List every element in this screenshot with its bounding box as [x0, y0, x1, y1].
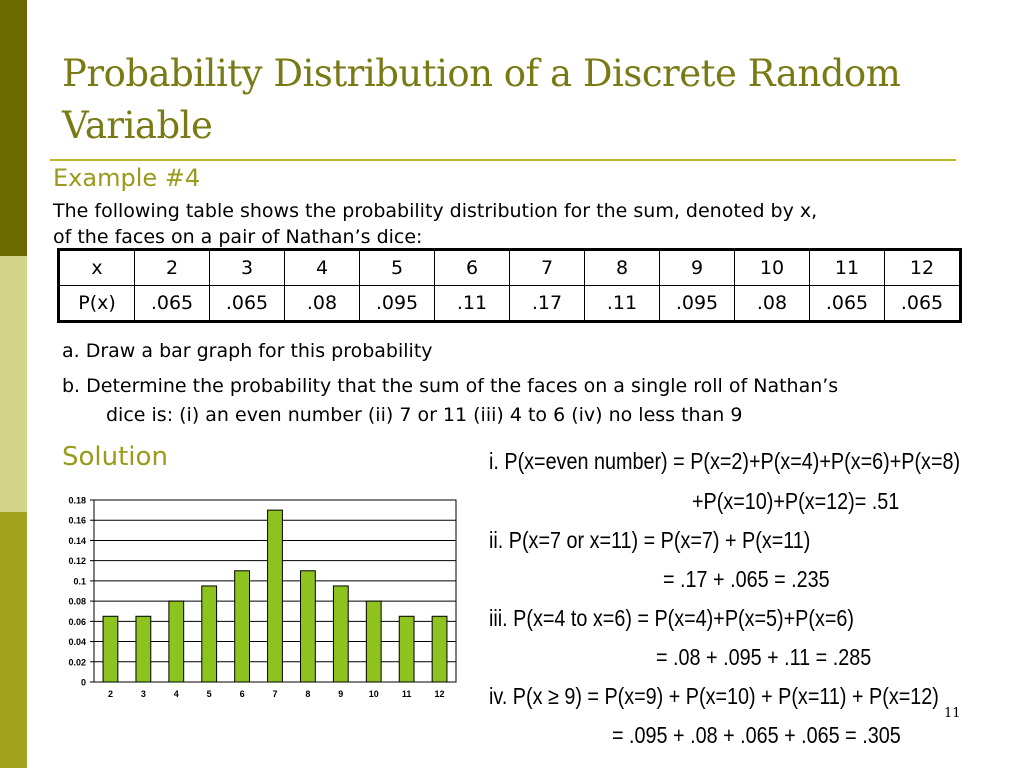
table-cell: 5	[360, 250, 435, 286]
calc-line-7: iv. P(x ≥ 9) = P(x=9) + P(x=10) + P(x=11) + P(x=12)	[489, 683, 939, 709]
title-divider	[50, 159, 956, 161]
bar	[399, 616, 414, 682]
table-cell: .065	[810, 286, 885, 322]
example-label: Example #4	[53, 164, 201, 192]
question-b	[62, 372, 1022, 430]
question-a: a. Draw a bar graph for this probability	[62, 340, 433, 362]
x-tick-label: 5	[206, 689, 212, 699]
y-tick-label: 0.06	[68, 616, 86, 627]
x-tick-label: 6	[239, 689, 245, 699]
slide-title: Probability Distribution of a Discrete Random Variable	[62, 52, 901, 147]
calc-line-2: +P(x=10)+P(x=12)= .51	[692, 488, 900, 514]
bar	[103, 616, 118, 682]
table-cell: 2	[135, 250, 210, 286]
y-tick-label: 0.12	[68, 556, 86, 567]
table-cell: .065	[135, 286, 210, 322]
distribution-table	[57, 248, 962, 323]
intro-line-1: The following table shows the probability distribution for the sum, denoted by x,	[53, 200, 818, 222]
table-cell: x	[59, 250, 135, 286]
table-cell: 6	[435, 250, 510, 286]
table-cell: 10	[735, 250, 810, 286]
x-tick-label: 2	[107, 689, 113, 699]
x-tick-label: 9	[338, 689, 344, 699]
table-cell: 8	[585, 250, 660, 286]
table-row-x	[59, 250, 961, 286]
bar	[136, 616, 151, 682]
question-b-line-1: b. Determine the probability that the sum of the faces on a single roll of Nathan’s	[62, 375, 839, 397]
table-row-px	[59, 286, 961, 322]
bar	[169, 601, 184, 682]
x-tick-label: 7	[272, 689, 278, 699]
bar	[366, 601, 381, 682]
table-cell: .17	[510, 286, 585, 322]
x-tick-label: 11	[401, 689, 412, 699]
bar	[202, 586, 217, 682]
y-tick-label: 0.1	[73, 576, 86, 587]
table-cell: .08	[735, 286, 810, 322]
intro-line-2: of the faces on a pair of Nathan’s dice:	[53, 226, 423, 248]
y-tick-label: 0.08	[68, 596, 86, 607]
x-tick-label: 12	[434, 689, 445, 699]
table-cell: 11	[810, 250, 885, 286]
table-cell: 12	[885, 250, 961, 286]
table-cell: .095	[660, 286, 735, 322]
bar-chart	[48, 488, 468, 710]
bar	[301, 571, 316, 682]
left-bar-middle	[0, 256, 27, 512]
bar	[432, 616, 447, 682]
x-tick-label: 10	[368, 689, 379, 699]
table-cell: .08	[285, 286, 360, 322]
bar	[235, 571, 250, 682]
table-cell: 7	[510, 250, 585, 286]
bar	[268, 510, 283, 682]
table-cell: .11	[435, 286, 510, 322]
table-cell: .065	[210, 286, 285, 322]
y-tick-label: 0	[80, 677, 86, 688]
calc-line-3: ii. P(x=7 or x=11) = P(x=7) + P(x=11)	[489, 527, 811, 553]
table-cell: P(x)	[59, 286, 135, 322]
x-tick-label: 8	[305, 689, 311, 699]
page-number: 11	[944, 706, 961, 721]
x-tick-label: 4	[173, 689, 179, 699]
y-tick-label: 0.18	[68, 495, 86, 506]
calc-line-4: = .17 + .065 = .235	[663, 566, 830, 592]
calc-line-1: i. P(x=even number) = P(x=2)+P(x=4)+P(x=6)+P(x=8)	[489, 448, 961, 474]
left-bar-top	[0, 0, 27, 256]
x-tick-label: 3	[140, 689, 146, 699]
y-tick-label: 0.14	[68, 535, 86, 546]
bar	[333, 586, 348, 682]
table-cell: .11	[585, 286, 660, 322]
y-tick-label: 0.04	[68, 637, 86, 648]
calc-line-8: = .095 + .08 + .065 + .065 = .305	[612, 722, 901, 748]
table-cell: .095	[360, 286, 435, 322]
left-decoration	[0, 0, 27, 768]
table-cell: 9	[660, 250, 735, 286]
intro-text	[53, 198, 1013, 250]
table-cell: 3	[210, 250, 285, 286]
y-tick-label: 0.16	[68, 515, 86, 526]
calc-line-6: = .08 + .095 + .11 = .285	[656, 644, 872, 670]
y-tick-label: 0.02	[68, 657, 86, 668]
calc-line-5: iii. P(x=4 to x=6) = P(x=4)+P(x=5)+P(x=6)	[489, 605, 854, 631]
table-cell: 4	[285, 250, 360, 286]
solution-label: Solution	[62, 442, 168, 472]
table-cell: .065	[885, 286, 961, 322]
question-b-line-2: dice is: (i) an even number (ii) 7 or 11 (iii) 4 to 6 (iv) no less than 9	[106, 404, 743, 426]
left-bar-bottom	[0, 512, 27, 768]
